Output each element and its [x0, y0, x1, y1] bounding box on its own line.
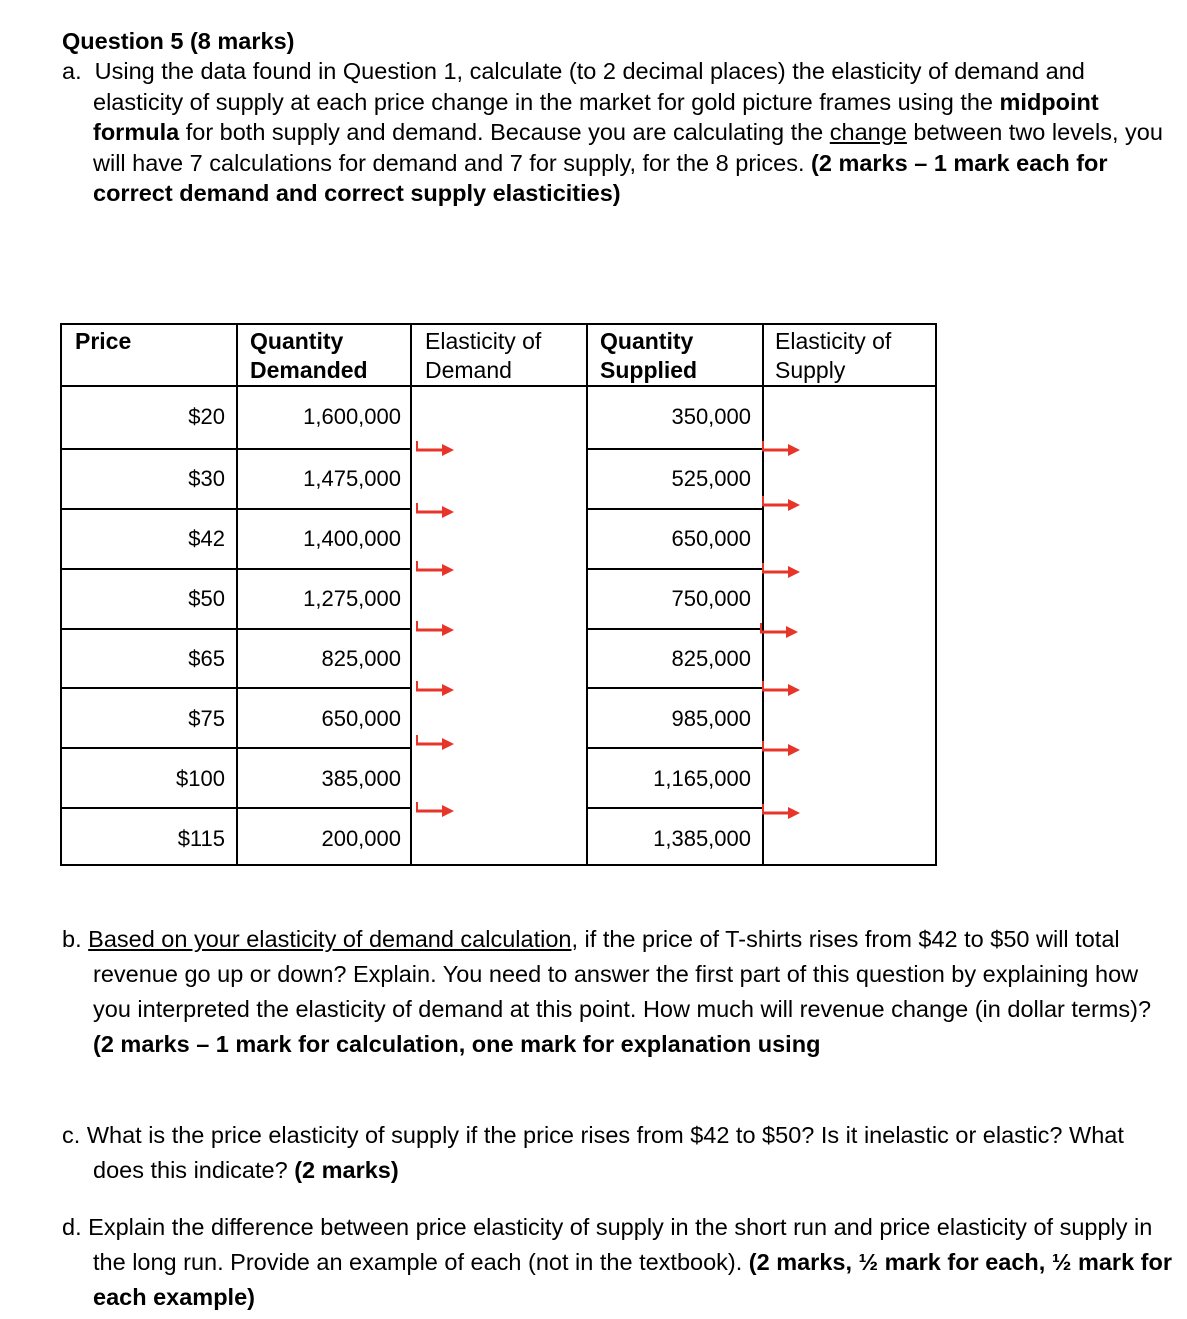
part-d-text [62, 1210, 1173, 1315]
header-ed-line1: Elasticity of [425, 328, 542, 354]
part-c-body: What is the price elasticity of supply if the price rises from $42 to $50? Is it inelastic or elastic? What does this indicate? [86, 1122, 1124, 1183]
header-qs-line2: Supplied [600, 357, 698, 383]
qs-cell: 1,165,000 [653, 766, 751, 791]
supply-arrow-icon [760, 623, 798, 638]
part-a-text-3: between two levels, you will have 7 calculations for demand and 7 for supply, for the 8 prices. [93, 119, 1163, 176]
part-b-text [62, 922, 1173, 1062]
supply-arrow-icon [762, 804, 800, 819]
part-a-underlined: change [829, 119, 907, 145]
part-b-label: b. [62, 926, 82, 952]
part-c-text [62, 1118, 1173, 1188]
price-cell: $42 [188, 526, 225, 551]
demand-arrow-icon [416, 503, 454, 518]
qs-cell: 525,000 [671, 466, 751, 491]
header-qd-line2: Demanded [250, 357, 368, 383]
qd-cell: 1,475,000 [303, 466, 401, 491]
demand-arrow-icon [416, 441, 454, 456]
part-b-underlined: Based on your elasticity of demand calculation [88, 926, 572, 952]
price-cell: $50 [188, 586, 225, 611]
price-cell: $75 [188, 706, 225, 731]
header-ed-line2: Demand [425, 357, 512, 383]
qs-cell: 1,385,000 [653, 826, 751, 851]
qd-cell: 1,400,000 [303, 526, 401, 551]
qs-cell: 350,000 [671, 404, 751, 429]
header-es-line1: Elasticity of [775, 328, 892, 354]
price-cell: $115 [177, 826, 225, 851]
qs-cell: 825,000 [671, 646, 751, 671]
header-qd-line1: Quantity [250, 328, 344, 354]
demand-arrow-icon [416, 802, 454, 817]
part-a-marks: (2 marks – 1 mark each for correct demand and correct supply elasticities) [93, 149, 1108, 206]
part-a-label: a. [62, 58, 82, 84]
supply-arrow-icon [762, 496, 800, 511]
header-price: Price [75, 328, 132, 354]
part-c-label: c. [62, 1122, 81, 1148]
supply-arrow-icon [762, 681, 800, 696]
qd-cell: 825,000 [321, 646, 401, 671]
qs-cell: 650,000 [671, 526, 751, 551]
demand-arrow-icon [416, 561, 454, 576]
supply-arrow-icon [762, 563, 800, 578]
part-a-text-2: for both supply and demand. Because you are calculating the [179, 119, 830, 145]
part-b-marks: (2 marks – 1 mark for calculation, one mark for explanation using [93, 1031, 821, 1057]
demand-arrow-icon [416, 681, 454, 696]
qd-cell: 200,000 [321, 826, 401, 851]
part-c-marks: (2 marks) [294, 1157, 399, 1183]
qd-cell: 650,000 [321, 706, 401, 731]
qs-cell: 985,000 [671, 706, 751, 731]
part-a-text-1: Using the data found in Question 1, calculate (to 2 decimal places) the elasticity of demand and elasticity of supply at each price change in the market for gold picture frames using the [93, 58, 1085, 115]
qd-cell: 1,275,000 [303, 586, 401, 611]
qs-cell: 750,000 [671, 586, 751, 611]
supply-arrow-icon [762, 441, 800, 456]
qd-cell: 385,000 [321, 766, 401, 791]
part-a-bold: midpoint formula [93, 88, 1099, 145]
question-title: Question 5 (8 marks) [62, 28, 295, 54]
demand-arrow-icon [416, 621, 454, 636]
qd-cell: 1,600,000 [303, 404, 401, 429]
header-es-line2: Supply [775, 357, 846, 383]
price-cell: $20 [188, 404, 225, 429]
price-cell: $65 [188, 646, 225, 671]
part-d-marks: (2 marks, ½ mark for each, ½ mark for each example) [93, 1249, 1173, 1310]
part-d-label: d. [62, 1214, 82, 1240]
part-b-body: , if the price of T-shirts rises from $42 to $50 will total revenue go up or down? Explain. You need to answer the first part of this question by explaining how you interpreted the elasticity of demand at this point. How much will revenue change (in dollar terms)? [93, 926, 1152, 1022]
header-qs-line1: Quantity [600, 328, 694, 354]
price-cell: $30 [188, 466, 225, 491]
price-cell: $100 [176, 766, 225, 791]
part-d-body: Explain the difference between price elasticity of supply in the short run and price elasticity of supply in the long run. Provide an example of each (not in the textbook). [88, 1214, 1153, 1275]
supply-arrow-icon [762, 741, 800, 756]
demand-arrow-icon [416, 735, 454, 750]
